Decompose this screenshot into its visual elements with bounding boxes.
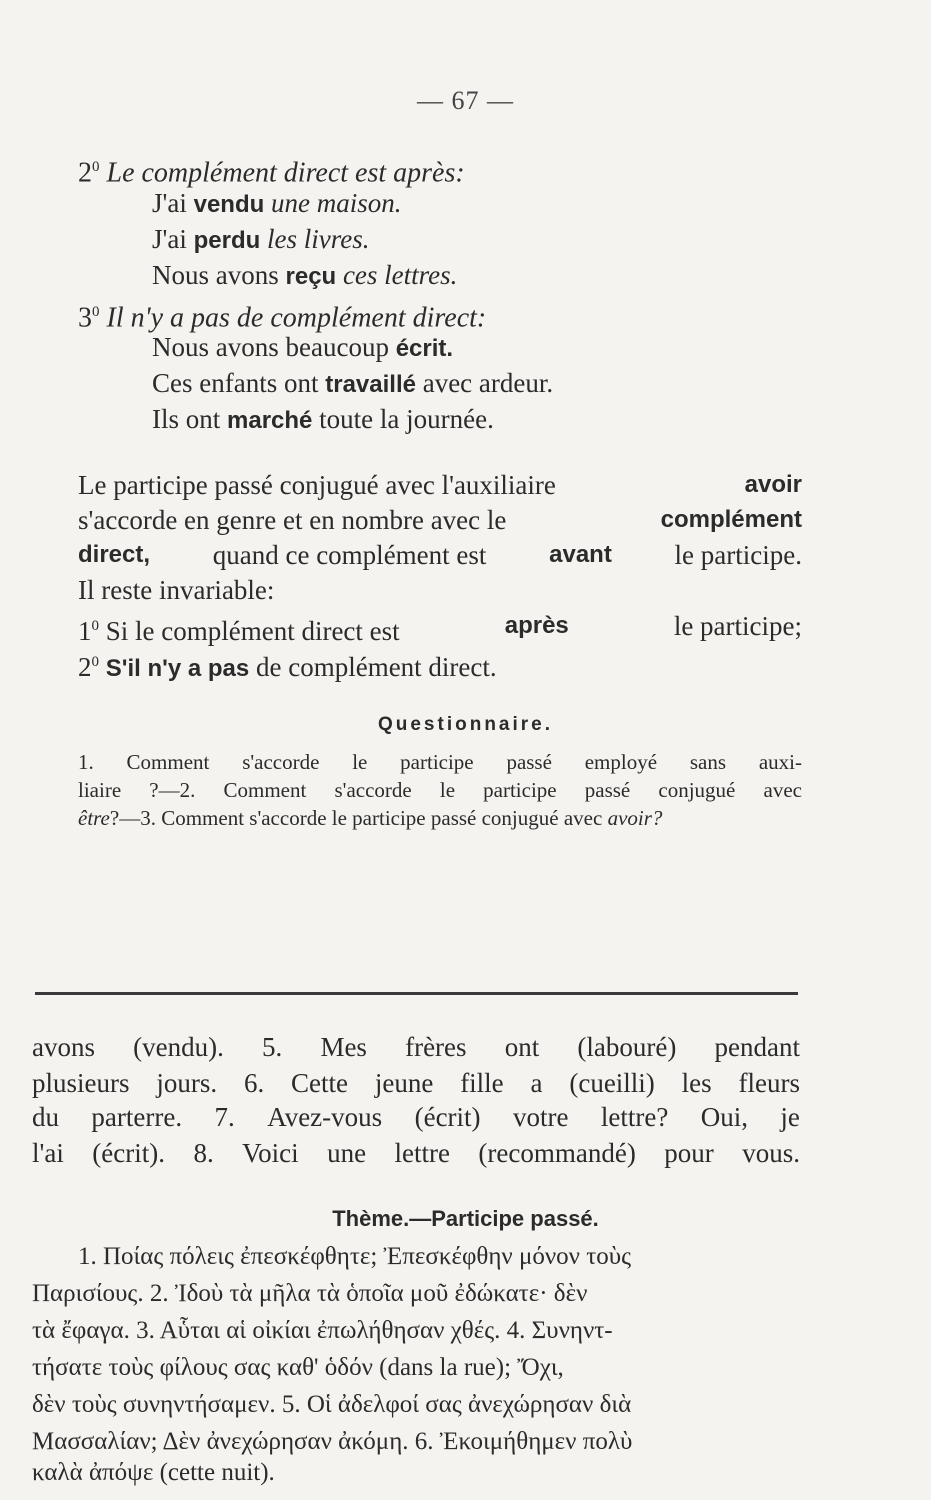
exercise-line-3: [32, 1100, 800, 1134]
example-4-pre: Nous avons beaucoup: [152, 332, 389, 362]
word: l'ai: [32, 1138, 64, 1168]
word: une: [327, 1138, 367, 1168]
word: Avez-vous: [267, 1102, 383, 1132]
theme-line-2: Παρισίους. 2. Ἰδοὺ τὰ μῆλα τὰ ὁποῖα μοῦ ἐδώκατε· δὲν: [32, 1280, 588, 1307]
rule-line-5-end: le participe;: [673, 611, 802, 641]
word: s'accorde: [334, 778, 412, 802]
rule-3-text: Il n'y a pas de complément direct:: [106, 302, 487, 334]
example-3-object: ces lettres.: [342, 260, 458, 290]
rule-2-text: Le complément direct est après:: [106, 157, 465, 189]
word: vous.: [742, 1138, 800, 1168]
example-5: [152, 366, 553, 402]
example-2: [152, 222, 370, 258]
rule-line-1-bold: avoir: [744, 471, 802, 498]
theme-line-3: τὰ ἔφαγα. 3. Αὗται αἱ οἰκίαι ἐπωλήθησαν χθές. 4. Συνηντ-: [32, 1317, 613, 1344]
theme-line-5: δὲν τοὺς συνηντήσαμεν. 5. Οἱ ἀδελφοί σας ἀνεχώρησαν διὰ: [32, 1391, 632, 1418]
section-divider: [35, 992, 798, 995]
rule-2-number: 2: [78, 157, 92, 189]
word: Cette: [291, 1068, 349, 1098]
word: auxi-: [758, 750, 802, 774]
questionnaire-line-3-text: ?—3. Comment s'accorde le participe passé conjugué avec: [109, 806, 603, 830]
rule-line-6-degree: 0: [91, 654, 99, 670]
rule-line-2-bold: complément: [660, 506, 802, 533]
word: Voici: [242, 1138, 299, 1168]
word: plusieurs: [32, 1068, 130, 1098]
word: sans: [689, 750, 727, 774]
word: fleurs: [738, 1068, 800, 1098]
example-3-verb: reçu: [285, 263, 337, 290]
word: frères: [405, 1032, 467, 1062]
exercise-line-2: [32, 1066, 800, 1100]
word: le: [352, 750, 368, 774]
rule-line-2: [78, 503, 802, 537]
example-4: [152, 330, 453, 366]
word: ont: [504, 1032, 540, 1062]
rule-line-1: [78, 468, 802, 502]
word: jeune: [374, 1068, 434, 1098]
example-2-verb: perdu: [193, 227, 261, 254]
word: parterre.: [91, 1102, 183, 1132]
example-2-object: les livres.: [267, 224, 370, 254]
theme-line-6: Μασσαλίαν; Δὲν ἀνεχώρησαν ἀκόμη. 6. Ἐκοιμήθημεν πολὺ: [32, 1428, 633, 1455]
word: Comment: [126, 750, 210, 774]
questionnaire-avoir: avoir?: [607, 806, 663, 830]
example-5-post: avec ardeur.: [422, 368, 554, 398]
rule-line-6: [78, 645, 497, 686]
questionnaire-line-1: [78, 748, 802, 776]
rule-3-number: 3: [78, 302, 92, 334]
example-4-verb: écrit.: [395, 335, 454, 362]
example-1-pre: J'ai: [152, 188, 187, 218]
rule-line-3-bold-a: direct,: [78, 541, 151, 568]
rule-2: [78, 150, 465, 190]
word: (écrit).: [92, 1138, 165, 1168]
word: s'accorde: [242, 750, 320, 774]
exercise-line-1: [32, 1030, 800, 1064]
example-5-verb: travaillé: [325, 371, 416, 398]
word: 8.: [193, 1138, 214, 1168]
questionnaire-line-3: [78, 804, 662, 832]
word: participe: [483, 778, 557, 802]
word: le: [439, 778, 456, 802]
word: passé: [584, 778, 631, 802]
example-6-pre: Ils ont: [152, 404, 221, 434]
word: lettre: [394, 1138, 450, 1168]
word: du: [32, 1102, 59, 1132]
rule-line-3-bold-b: avant: [549, 541, 612, 568]
page-number: — 67 —: [417, 86, 514, 115]
example-6: [152, 402, 494, 438]
rule-line-4: Il reste invariable:: [78, 575, 275, 605]
word: (recommandé): [478, 1138, 636, 1168]
rule-line-5: [78, 609, 802, 648]
example-3: [152, 258, 457, 294]
word: Oui,: [700, 1102, 748, 1132]
word: (labouré): [577, 1032, 677, 1062]
word: pendant: [714, 1032, 800, 1062]
example-2-pre: J'ai: [152, 224, 187, 254]
word: ?—2.: [149, 778, 196, 802]
theme-line-1: 1. Ποίας πόλεις ἐπεσκέφθητε; Ἐπεσκέφθην μόνον τοὺς: [78, 1243, 632, 1270]
rule-line-1-text: Le participe passé conjugué avec l'auxiliaire: [78, 470, 556, 500]
word: avec: [763, 778, 802, 802]
theme-title: Thème.—Participe passé.: [332, 1206, 599, 1231]
word: a: [530, 1068, 543, 1098]
word: liaire: [78, 778, 122, 802]
rule-line-5-number: 1: [78, 616, 92, 646]
example-5-pre: Ces enfants ont: [152, 368, 319, 398]
example-3-pre: Nous avons: [152, 260, 279, 290]
questionnaire-title: Questionnaire.: [377, 714, 554, 735]
word: fille: [460, 1068, 504, 1098]
example-1-verb: vendu: [193, 191, 265, 218]
word: pour: [664, 1138, 714, 1168]
rule-line-5-degree: 0: [91, 618, 99, 634]
rule-line-3: [78, 538, 802, 572]
rule-line-5-bold: après: [504, 612, 569, 639]
rule-line-2-text: s'accorde en genre et en nombre avec le: [78, 505, 507, 535]
rule-line-6-bold: S'il n'y a pas: [105, 655, 250, 682]
rule-line-5-lead: [78, 609, 400, 648]
word: votre: [512, 1102, 569, 1132]
word: participe: [400, 750, 474, 774]
word: jours.: [156, 1068, 218, 1098]
rule-line-6-text: de complément direct.: [255, 652, 497, 682]
rule-line-3-text: quand ce complément est: [212, 540, 487, 570]
rule-line-5-text: Si le complément direct est: [105, 616, 400, 646]
word: Comment: [223, 778, 307, 802]
example-6-verb: marché: [227, 407, 313, 434]
theme-line-7: καλὰ ἀπόψε (cette nuit).: [32, 1459, 275, 1486]
word: passé: [506, 750, 552, 774]
theme-line-4: τήσατε τοὺς φίλους σας καθ' ὁδόν (dans la rue); Ὄχι,: [32, 1354, 564, 1381]
word: lettre?: [600, 1102, 669, 1132]
word: (vendu).: [133, 1032, 224, 1062]
word: (écrit): [414, 1102, 481, 1132]
word: 6.: [243, 1068, 265, 1098]
example-1-object: une maison.: [271, 188, 402, 218]
word: je: [780, 1102, 800, 1132]
questionnaire-line-2: [78, 776, 802, 804]
rule-line-6-number: 2: [78, 652, 92, 682]
word: avons: [32, 1032, 95, 1062]
rule-line-3-end: le participe.: [674, 540, 802, 570]
word: 1.: [78, 750, 94, 774]
word: 7.: [214, 1102, 235, 1132]
example-1: [152, 186, 402, 222]
rule-2-degree: 0: [92, 159, 100, 175]
word: conjugué: [658, 778, 736, 802]
questionnaire-etre: être: [78, 806, 110, 830]
rule-3-degree: 0: [92, 304, 100, 320]
word: 5.: [262, 1032, 283, 1062]
exercise-line-4: [32, 1136, 800, 1170]
word: les: [681, 1068, 712, 1098]
word: (cueilli): [569, 1068, 655, 1098]
word: employé: [584, 750, 658, 774]
example-6-post: toute la journée.: [319, 404, 494, 434]
word: Mes: [320, 1032, 367, 1062]
